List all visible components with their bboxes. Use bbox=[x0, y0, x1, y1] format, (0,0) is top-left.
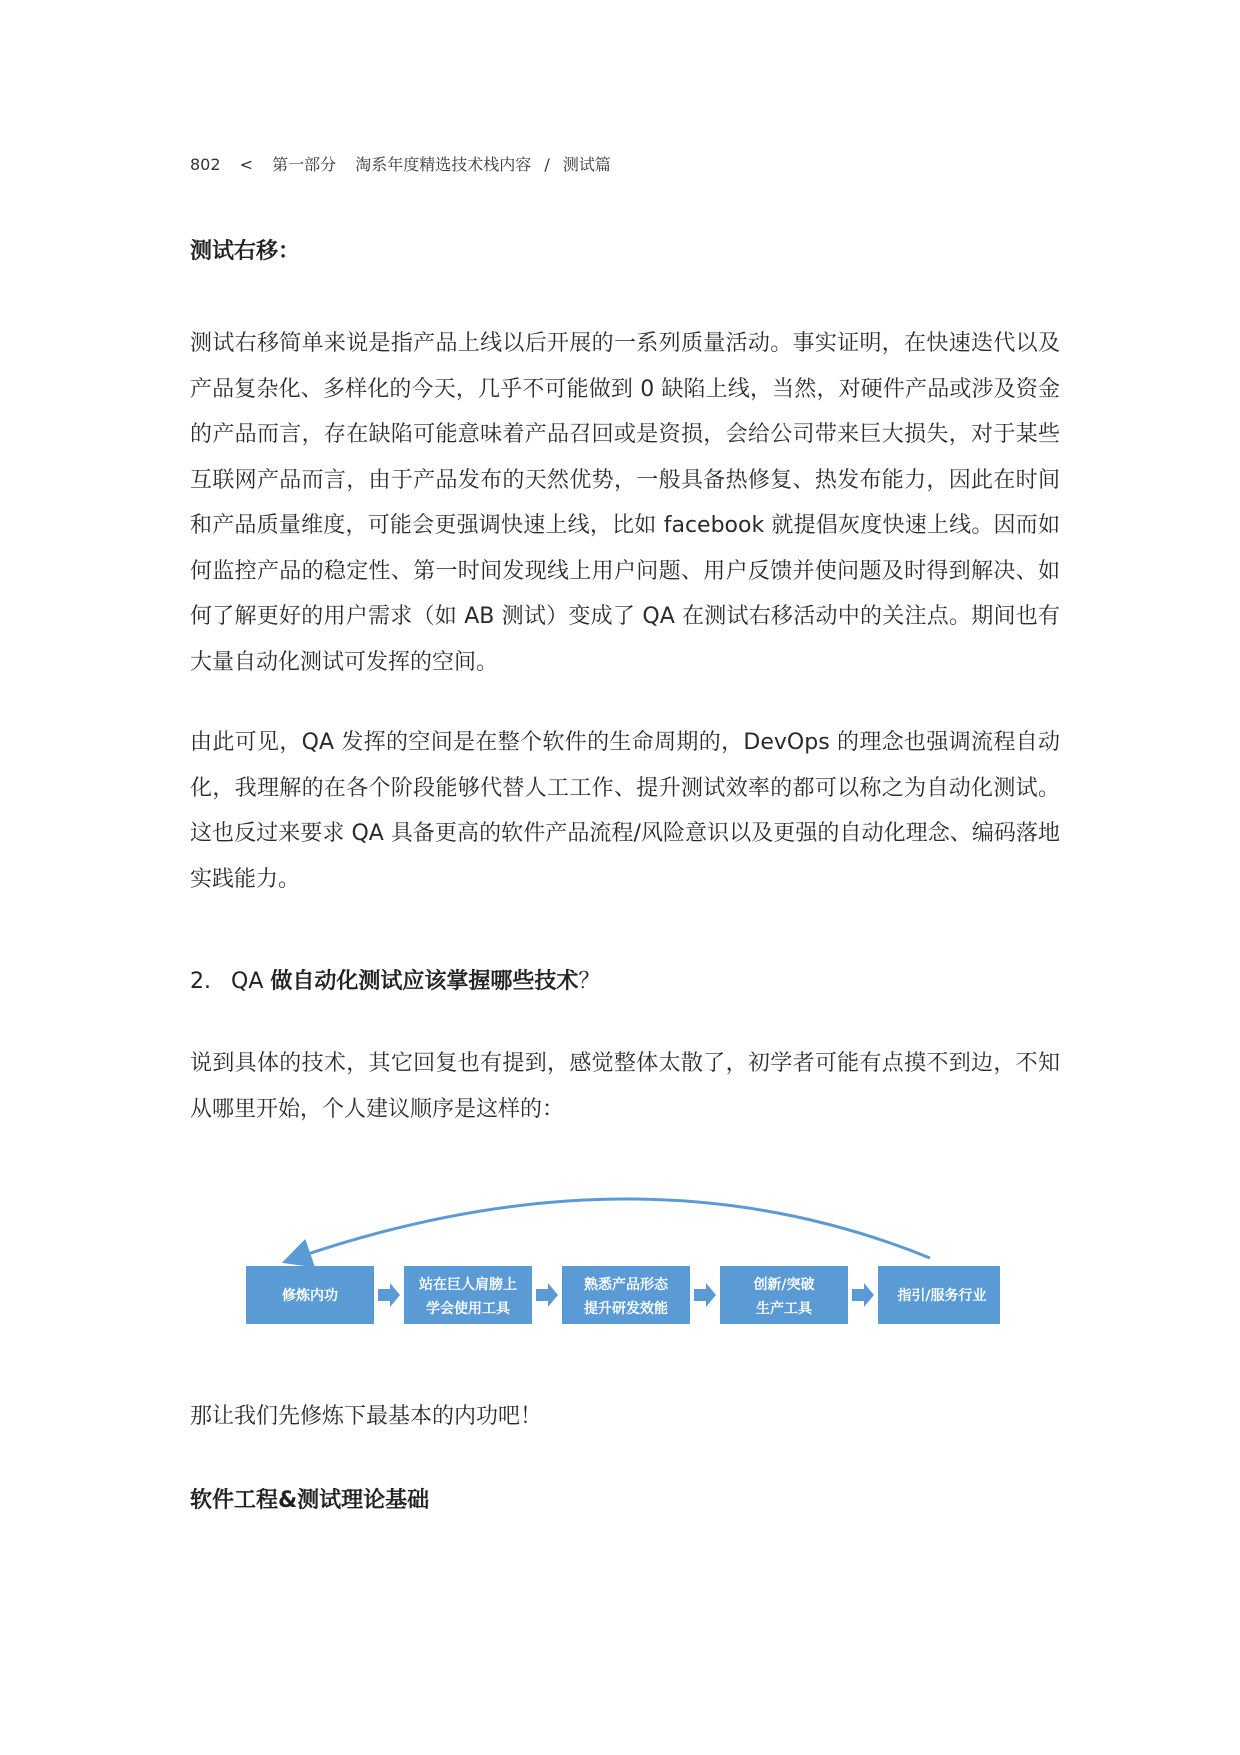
flow-arrow bbox=[536, 1283, 558, 1307]
flow-step-label: 熟悉产品形态 bbox=[584, 1277, 668, 1293]
loop-back-arc bbox=[296, 1199, 930, 1258]
page-number: 802 bbox=[190, 155, 221, 174]
header-part: 第一部分 bbox=[272, 155, 337, 174]
page-header bbox=[190, 152, 625, 175]
paragraph-devops: 由此可见，QA 发挥的空间是在整个软件的生命周期的，DevOps 的理念也强调流程自动化，我理解的在各个阶段能够代替人工工作、提升测试效率的都可以称之为自动化测试。这也反过来要求 QA 具备更高的软件产品流程/风险意识以及更强的自动化理念、编码落地实践能力。 bbox=[190, 730, 1060, 892]
header-slash: / bbox=[544, 155, 550, 174]
question-number: 2. bbox=[190, 969, 211, 994]
header-separator: < bbox=[239, 155, 254, 174]
question-bold-text: 做自动化测试应该掌握哪些技术 bbox=[270, 969, 579, 994]
question-prefix: QA bbox=[231, 969, 264, 994]
flow-step-label: 生产工具 bbox=[756, 1301, 812, 1317]
flow-step-label: 指引/服务行业 bbox=[897, 1288, 987, 1304]
flow-step-label: 创新/突破 bbox=[753, 1277, 815, 1293]
heading-basics: 软件工程&测试理论基础 bbox=[190, 1488, 430, 1513]
flow-step-label: 学会使用工具 bbox=[426, 1301, 510, 1317]
question-heading bbox=[190, 964, 600, 995]
learning-path-diagram bbox=[240, 1180, 1000, 1340]
flow-arrow bbox=[378, 1283, 400, 1307]
heading-shift-right: 测试右移： bbox=[190, 239, 301, 264]
paragraph-inner-skill: 那让我们先修炼下最基本的内功吧！ bbox=[190, 1404, 543, 1429]
paragraph-order-intro: 说到具体的技术，其它回复也有提到，感觉整体太散了，初学者可能有点摸不到边，不知从哪里开始，个人建议顺序是这样的： bbox=[190, 1051, 1060, 1122]
header-book-title: 淘系年度精选技术栈内容 bbox=[355, 155, 532, 174]
flow-step-label: 提升研发效能 bbox=[584, 1301, 668, 1317]
flow-step-label: 站在巨人肩膀上 bbox=[419, 1277, 517, 1293]
flow-arrow bbox=[852, 1283, 874, 1307]
paragraph-shift-right: 测试右移简单来说是指产品上线以后开展的一系列质量活动。事实证明，在快速迭代以及产品复杂化、多样化的今天，几乎不可能做到 0 缺陷上线，当然，对硬件产品或涉及资金的产品而言，存在缺陷可能意味着产品召回或是资损，会给公司带来巨大损失，对于某些互联网产品而言，由于产品发布的天然优势，一般具备热修复、热发布能力，因此在时间和产品质量维度，可能会更强调快速上线，比如 facebook 就提倡灰度快速上线。因而如何监控产品的稳定性、第一时间发现线上用户问题、用户反馈并使问题及时得到解决、如何了解更好的用户需求（如 AB 测试）变成了 QA 在测试右移活动中的关注点。期间也有大量自动化测试可发挥的空间。 bbox=[190, 331, 1060, 675]
question-suffix: ？ bbox=[578, 969, 601, 994]
flow-step-label: 修炼内功 bbox=[282, 1288, 338, 1304]
header-section: 测试篇 bbox=[562, 155, 611, 174]
flow-arrow bbox=[694, 1283, 716, 1307]
